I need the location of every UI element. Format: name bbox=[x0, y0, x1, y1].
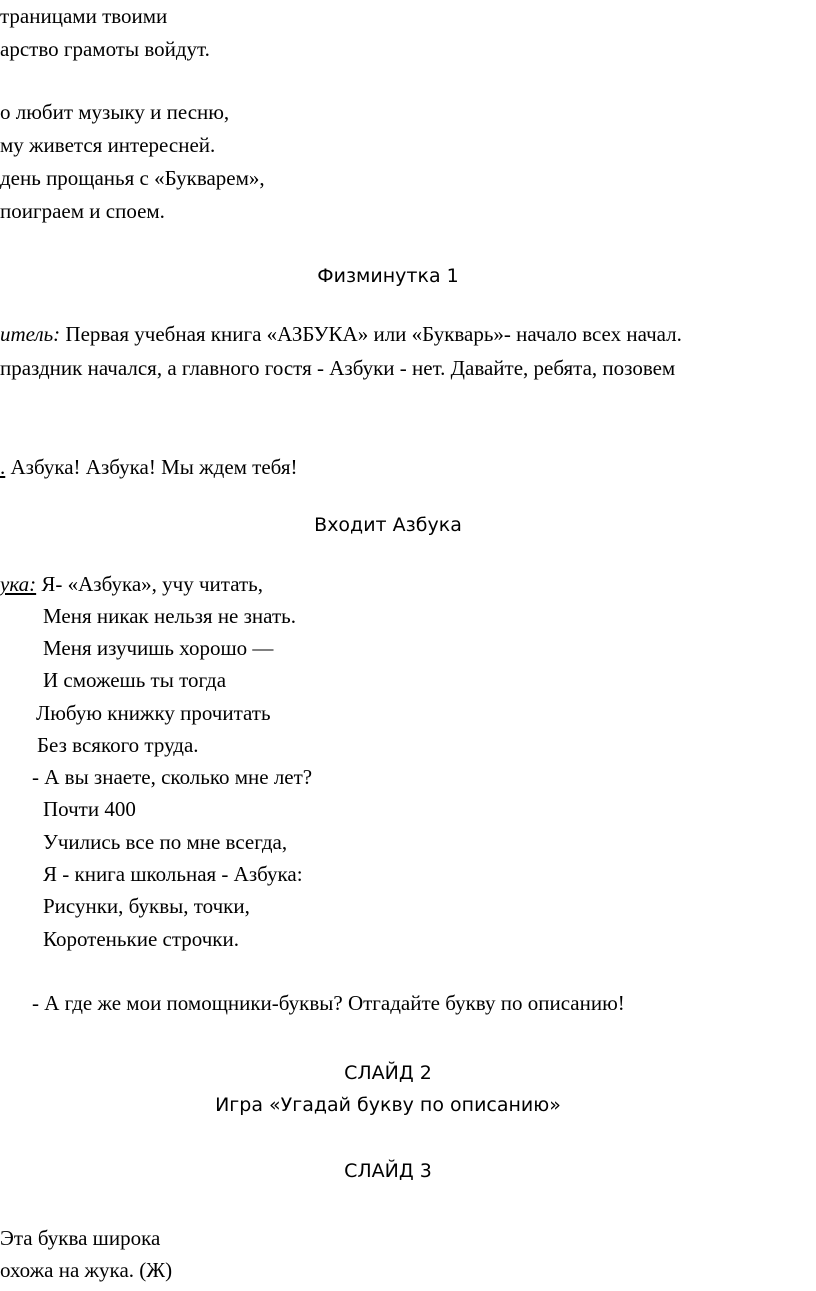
children-line-text: Азбука! Азбука! Мы ждем тебя! bbox=[5, 455, 298, 479]
azbuka-line: Я - книга школьная - Азбука: bbox=[43, 862, 303, 886]
poem-line: му живется интересней. bbox=[0, 133, 216, 157]
azbuka-line-text: Я- «Азбука», учу читать, bbox=[36, 572, 264, 596]
azbuka-line bbox=[0, 570, 263, 598]
azbuka-question: - А где же мои помощники-буквы? Отгадайте букву по описанию! bbox=[32, 991, 625, 1015]
azbuka-line: Учились все по мне всегда, bbox=[43, 830, 288, 854]
azbuka-line: И сможешь ты тогда bbox=[43, 668, 227, 692]
azbuka-line: Без всякого труда. bbox=[37, 733, 199, 757]
stage-direction: Входит Азбука bbox=[314, 514, 462, 536]
children-line bbox=[0, 453, 298, 481]
speaker-label: итель: bbox=[0, 322, 61, 346]
teacher-line-text: Первая учебная книга «АЗБУКА» или «Букварь»- начало всех начал. bbox=[60, 322, 682, 346]
slide-label: СЛАЙД 2 bbox=[344, 1062, 432, 1084]
poem-line: траницами твоими bbox=[0, 4, 168, 28]
section-heading-fizminutka: Физминутка 1 bbox=[317, 265, 459, 287]
teacher-line bbox=[0, 320, 682, 348]
poem-line: поиграем и споем. bbox=[0, 199, 165, 223]
game-title: Игра «Угадай букву по описанию» bbox=[215, 1094, 561, 1116]
poem-line: о любит музыку и песню, bbox=[0, 100, 230, 124]
azbuka-line: Меня изучишь хорошо — bbox=[43, 636, 274, 660]
azbuka-line: Рисунки, буквы, точки, bbox=[43, 894, 250, 918]
poem-line: день прощанья с «Букварем», bbox=[0, 166, 265, 190]
azbuka-line: Коротенькие строчки. bbox=[43, 927, 239, 951]
riddle-line: Эта буква широка bbox=[0, 1226, 161, 1250]
speaker-label: ука: bbox=[0, 572, 37, 596]
speaker-label: . bbox=[0, 455, 6, 479]
teacher-line: праздник начался, а главного гостя - Азбуки - нет. Давайте, ребята, позовем bbox=[0, 356, 676, 380]
riddle-line: охожа на жука. (Ж) bbox=[0, 1258, 173, 1282]
azbuka-line: Почти 400 bbox=[43, 797, 136, 821]
azbuka-line: Меня никак нельзя не знать. bbox=[43, 604, 296, 628]
poem-line: арство грамоты войдут. bbox=[0, 37, 210, 61]
azbuka-line: Любую книжку прочитать bbox=[36, 701, 271, 725]
slide-label: СЛАЙД 3 bbox=[344, 1160, 432, 1182]
azbuka-line: - А вы знаете, сколько мне лет? bbox=[32, 765, 313, 789]
